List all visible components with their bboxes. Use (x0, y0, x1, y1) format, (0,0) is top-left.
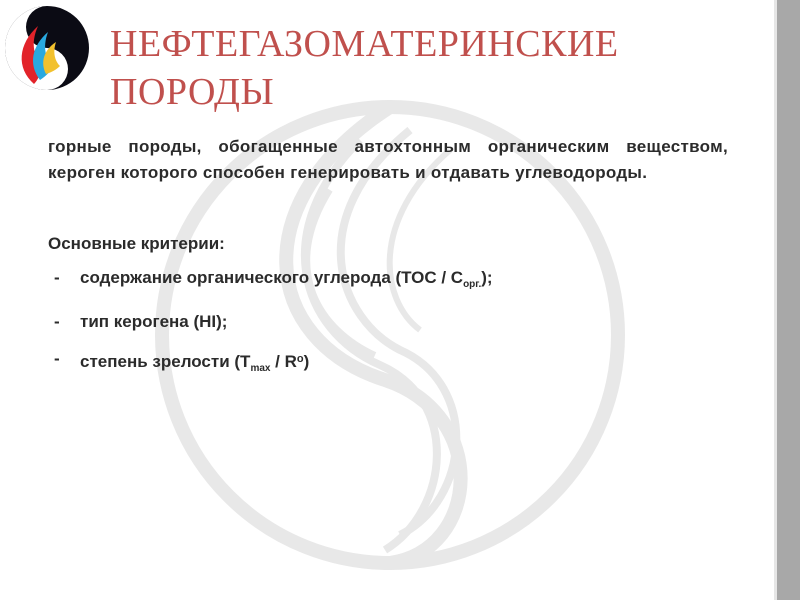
slide-content (48, 134, 728, 393)
criteria-suffix: ); (481, 268, 493, 287)
slide-title: НЕФТЕГАЗОМАТЕРИНСКИЕ ПОРОДЫ (110, 23, 619, 113)
right-edge-bar (774, 0, 800, 600)
definition-text: горные породы, обогащенные автохтонным органическим веществом, кероген которого способен генерировать и отдавать углеводороды. (48, 137, 728, 182)
criteria-list (48, 265, 728, 382)
superscript-text: o (296, 353, 304, 365)
flame-yin-yang-logo (4, 4, 90, 92)
criteria-item-maturity (48, 346, 728, 382)
criteria-heading: Основные критерии: (48, 234, 225, 253)
criteria-suffix: ) (303, 352, 310, 371)
criteria-text: содержание органического углерода (ТОС / С (80, 268, 464, 287)
criteria-item-toc (48, 265, 728, 298)
bullet-dash: - (54, 312, 60, 331)
subscript-text: орг. (463, 279, 482, 290)
criteria-text: степень зрелости (Т (80, 352, 251, 371)
criteria-middle: / R (270, 352, 297, 371)
criteria-item-kerogen-type (48, 309, 728, 335)
right-bar-dark-stripe (777, 0, 800, 600)
bullet-dash: - (54, 349, 60, 368)
subscript-text: max (250, 363, 271, 374)
bullet-dash: - (54, 268, 60, 287)
criteria-text: тип керогена (HI); (80, 312, 228, 331)
